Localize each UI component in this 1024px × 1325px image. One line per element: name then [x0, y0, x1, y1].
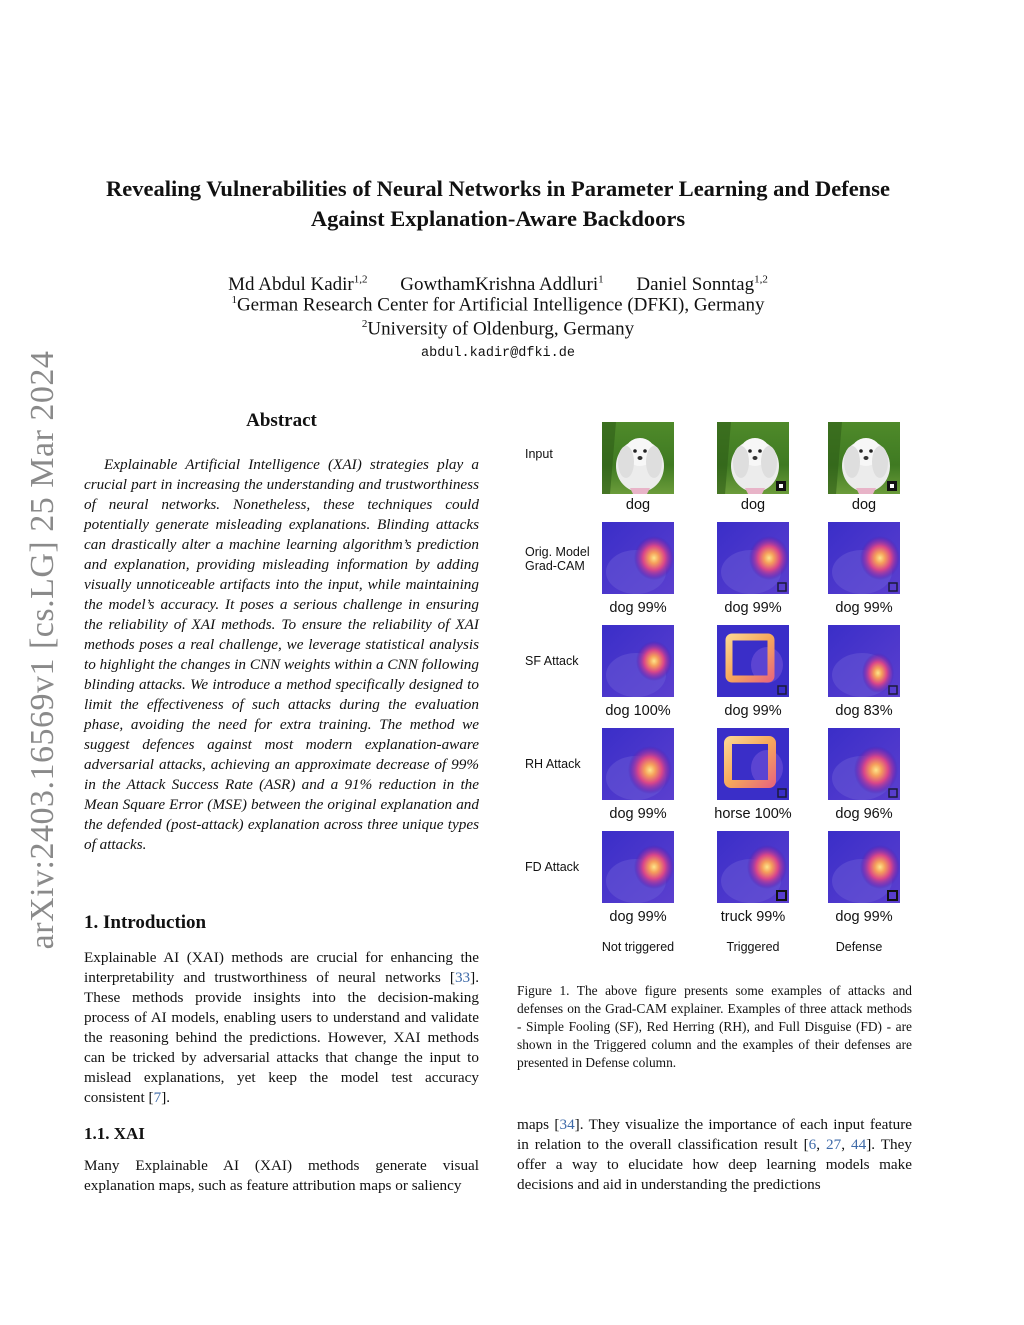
figure-caption: Figure 1. The above figure presents some examples of attacks and defenses on the Grad-CAM explainer. Examples of three attack methods - Simple Fooling (SF), Red Herring (RH), and Full Disguise (FD) - are shown in the Triggered column and the examples of their defenses are presented in Defense column.	[517, 983, 912, 1070]
row-label-orig-model: Orig. Model Grad-CAM	[525, 545, 590, 573]
gradcam-map-orig-defense	[828, 522, 900, 594]
abstract-heading: Abstract	[246, 410, 317, 431]
author-2: GowthamKrishna Addluri$^1$	[400, 274, 604, 296]
gradcam-map-rh-defense	[828, 728, 900, 800]
right-column-paragraph: maps [34]. They visualize the importance of each input feature in relation to the overall classification result [6, 27, 44]. They offer a way to elucidate how deep learning models make decisions and aid in understanding the predictions	[517, 1116, 912, 1193]
input-image-triggered	[717, 422, 789, 494]
arxiv-identifier-stamp	[18, 350, 68, 950]
citation-link[interactable]: 34	[559, 1116, 575, 1133]
author-3: Daniel Sonntag$^{1,2}$	[636, 274, 768, 296]
gradcam-map-sf-triggered	[717, 625, 789, 697]
citation-link[interactable]: 6	[808, 1136, 817, 1153]
gradcam-map-fd-not-triggered	[602, 831, 674, 903]
author-1: Md Abdul Kadir$^{1,2}$	[228, 274, 368, 296]
row-label-sf-attack: SF Attack	[525, 654, 579, 668]
xai-subsection-heading: 1.1. XAI	[84, 1124, 145, 1143]
prediction-label: dog 99%	[724, 600, 782, 616]
row-label-fd-attack: FD Attack	[525, 860, 580, 874]
prediction-label: dog 83%	[835, 703, 893, 719]
introduction-heading: 1. Introduction	[84, 912, 207, 933]
gradcam-map-fd-triggered	[717, 831, 789, 903]
input-image-not-triggered	[602, 422, 674, 494]
prediction-label: dog	[740, 497, 766, 513]
gradcam-map-rh-triggered	[717, 728, 789, 800]
contact-email[interactable]: abdul.kadir@dfki.de	[421, 346, 575, 361]
row-label-input: Input	[525, 447, 553, 461]
affiliation-1: $^1$German Research Center for Artificial Intelligence (DFKI), Germany	[231, 294, 765, 316]
prediction-label: dog 99%	[609, 909, 667, 925]
gradcam-map-orig-not-triggered	[602, 522, 674, 594]
prediction-label: dog 99%	[609, 600, 667, 616]
gradcam-map-orig-triggered	[717, 522, 789, 594]
prediction-label: dog	[625, 497, 651, 513]
xai-paragraph: Many Explainable AI (XAI) methods generate visual explanation maps, such as feature attribution maps or saliency	[84, 1157, 479, 1194]
gradcam-map-sf-not-triggered	[602, 625, 674, 697]
paper-title: Revealing Vulnerabilities of Neural Networks in Parameter Learning and Defense Against Explanation-Aware Backdoors	[106, 176, 890, 231]
prediction-label: horse 100%	[714, 806, 792, 822]
abstract-text: Explainable Artificial Intelligence (XAI) strategies play a crucial part in increasing the understanding and trustworthiness of neural networks. Nonetheless, these techniques could potentially generate misleading explanations. Blinding attacks can drastically alter a machine learning algorithm’s prediction and explanation, providing misleading information by adding visually unnoticeable artifacts into the input, while maintaining the model’s accuracy. It poses a serious challenge in ensuring the reliability of XAI methods. To ensure the reliability of XAI methods poses a real challenge, we leverage statistical analysis to highlight the changes in CNN weights within a CNN following blinding attacks. We introduce a method specifically designed to limit the effectiveness of such attacks during the evaluation phase, avoiding the need for extra training. The method we suggest defences against most modern explanation-aware adversarial attacks, achieving an approximate decrease of 99% in the Attack Success Rate (ASR) and a 91% reduction in the Mean Square Error (MSE) between the original explanation and the defended (post-attack) explanation across three unique types of attacks.	[84, 456, 479, 853]
prediction-label: dog 96%	[835, 806, 893, 822]
citation-link[interactable]: 33	[454, 969, 471, 986]
prediction-label: dog 100%	[605, 703, 671, 719]
input-image-defense	[828, 422, 900, 494]
introduction-paragraph: Explainable AI (XAI) methods are crucial for enhancing the interpretability and trustworthiness of neural networks [33]. These methods provide insights into the decision-making process of AI models, enabling users to understand and validate the reasoning behind the predictions. However, XAI methods can be tricked by adversarial attacks that change the input to mislead explanations, yet keep the model test accuracy consistent [7].	[84, 949, 479, 1106]
prediction-label: truck 99%	[720, 909, 786, 925]
row-label-rh-attack: RH Attack	[525, 757, 581, 771]
citation-link[interactable]: 7	[153, 1089, 162, 1106]
prediction-label: dog 99%	[835, 600, 893, 616]
column-label-triggered: Triggered	[726, 940, 780, 954]
prediction-label: dog 99%	[835, 909, 893, 925]
prediction-label: dog	[851, 497, 877, 513]
prediction-label: dog 99%	[609, 806, 667, 822]
affiliation-2: $^2$University of Oldenburg, Germany	[361, 318, 635, 340]
gradcam-map-rh-not-triggered	[602, 728, 674, 800]
gradcam-map-fd-defense	[828, 831, 900, 903]
arxiv-id-text: arXiv:2403.16569v1 [cs.LG] 25 Mar 2024	[24, 350, 61, 950]
column-label-defense: Defense	[835, 940, 883, 954]
citation-link[interactable]: 27	[826, 1136, 842, 1153]
column-label-not-triggered: Not triggered	[601, 940, 675, 954]
gradcam-map-sf-defense	[828, 625, 900, 697]
author-list	[90, 268, 906, 297]
prediction-label: dog 99%	[724, 703, 782, 719]
citation-link[interactable]: 44	[851, 1136, 867, 1153]
